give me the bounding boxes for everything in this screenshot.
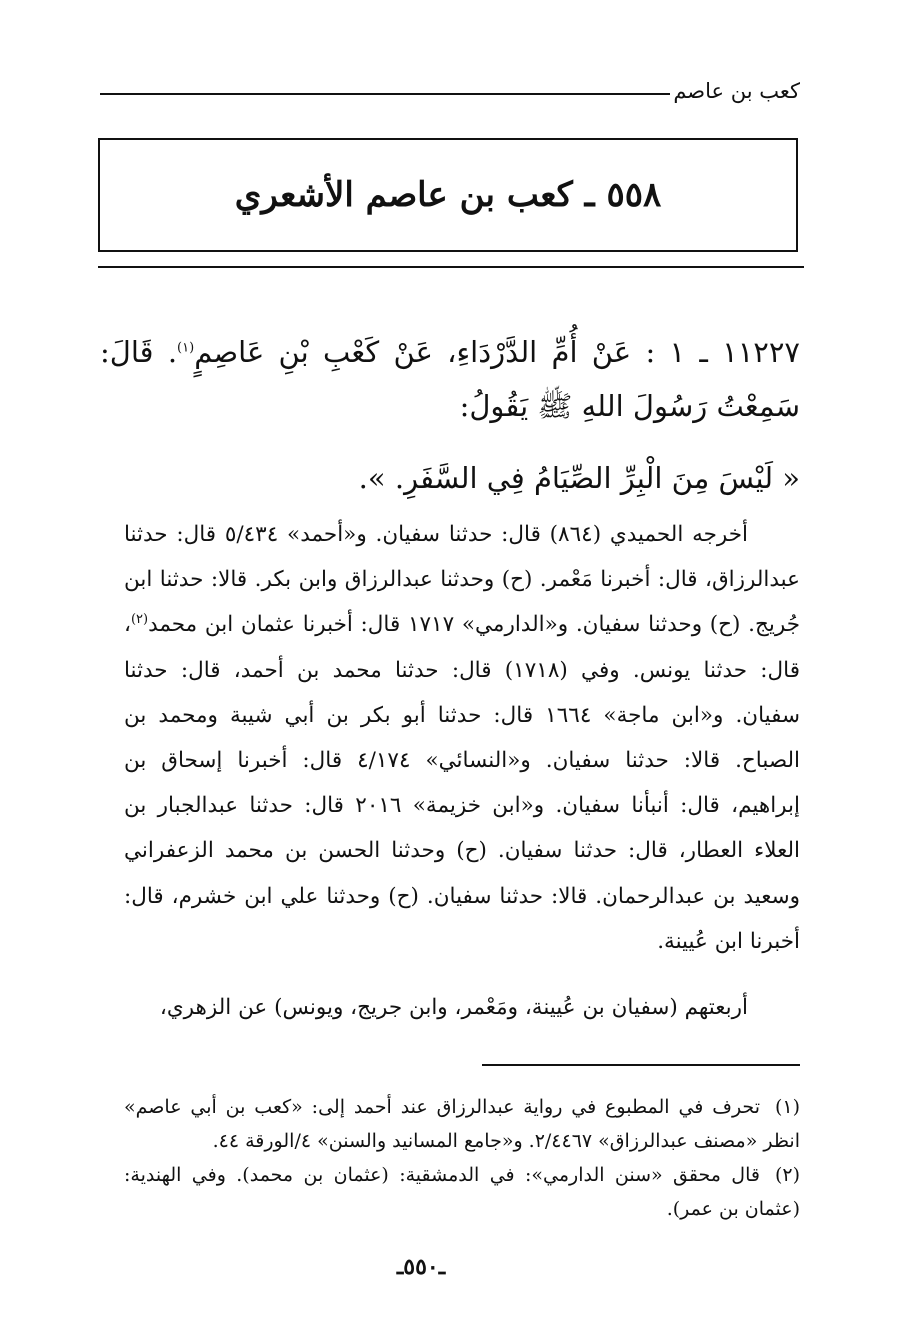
footnote-text: قال محقق «سنن الدارمي»: في الدمشقية: (عثمان بن محمد). وفي الهندية: (عثمان بن عمر). [124,1164,800,1220]
chapter-title-box [98,138,798,252]
footnote-number: (٢) [774,1164,800,1186]
continuation-paragraph: أربعتهم (سفيان بن عُيينة، ومَعْمر، وابن جريج، ويونس) عن الزهري، [159,995,748,1020]
takhrij-text-1: أخرجه الحميدي (٨٦٤) قال: حدثنا سفيان. و«أحمد» ٥/٤٣٤ قال: حدثنا عبدالرزاق، قال: أخبرنا مَعْمر. (ح) وحدثنا عبدالرزاق وابن بكر. قالا: حدثنا ابن جُريج. (ح) وحدثنا سفيان. و«الدارمي» ١٧١٧ قال: أخبرنا عثمان ابن محمد [124,522,800,638]
hadith-isnad-end: . قَالَ: [100,335,178,369]
footnote-ref-1: (١) [177,340,195,356]
footnote-2 [124,1158,800,1226]
footnote-1 [124,1090,800,1158]
footnote-number: (١) [774,1096,800,1118]
hadith-line-1 [100,330,800,374]
takhrij-paragraph [124,512,800,964]
title-rule [98,266,804,268]
footnote-ref-2: (٢) [130,612,149,628]
footnote-text: تحرف في المطبوع في رواية عبدالرزاق عند أحمد إلى: «كعب بن أبي عاصم» انظر «مصنف عبدالرزاق» ٢/٤٤٦٧. و«جامع المسانيد والسنن» ٤/الورقة ٤٤. [124,1096,800,1152]
chapter-title: ٥٥٨ ـ كعب بن عاصم الأشعري [234,175,662,215]
hadith-matn: « لَيْسَ مِنَ الْبِرِّ الصِّيَامُ فِي السَّفَرِ. ». [358,461,800,495]
footnote-rule [482,1064,800,1066]
takhrij-text-2: ، قال: حدثنا يونس. وفي (١٧١٨) قال: حدثنا محمد بن أحمد، قال: حدثنا سفيان. و«ابن ماجة» ١٦٦٤ قال: حدثنا أبو بكر بن أبي شيبة ومحمد بن الصباح. قالا: حدثنا سفيان. و«النسائي» ٤/١٧٤ قال: أخبرنا إسحاق بن إبراهيم، قال: أنبأنا سفيان. و«ابن خزيمة» ٢٠١٦ قال: حدثنا عبدالجبار بن العلاء العطار، قال: حدثنا سفيان. (ح) وحدثنا الحسن بن محمد الزعفراني وسعيد بن عبدالرحمان. قالا: حدثنا سفيان. (ح) وحدثنا علي ابن خشرم، قال: أخبرنا ابن عُيينة. [124,612,801,954]
hadith-line-2: سَمِعْتُ رَسُولَ اللهِ ﷺ يَقُولُ: [459,389,800,423]
running-header [100,78,800,106]
page-number: ـ٥٥٠ـ [396,1254,446,1280]
hadith-isnad: ١١٢٢٧ ـ ١ : عَنْ أُمِّ الدَّرْدَاءِ، عَنْ كَعْبِ بْنِ عَاصِمٍ [194,335,801,369]
running-title: كعب بن عاصم [673,79,800,103]
header-rule [100,93,670,95]
